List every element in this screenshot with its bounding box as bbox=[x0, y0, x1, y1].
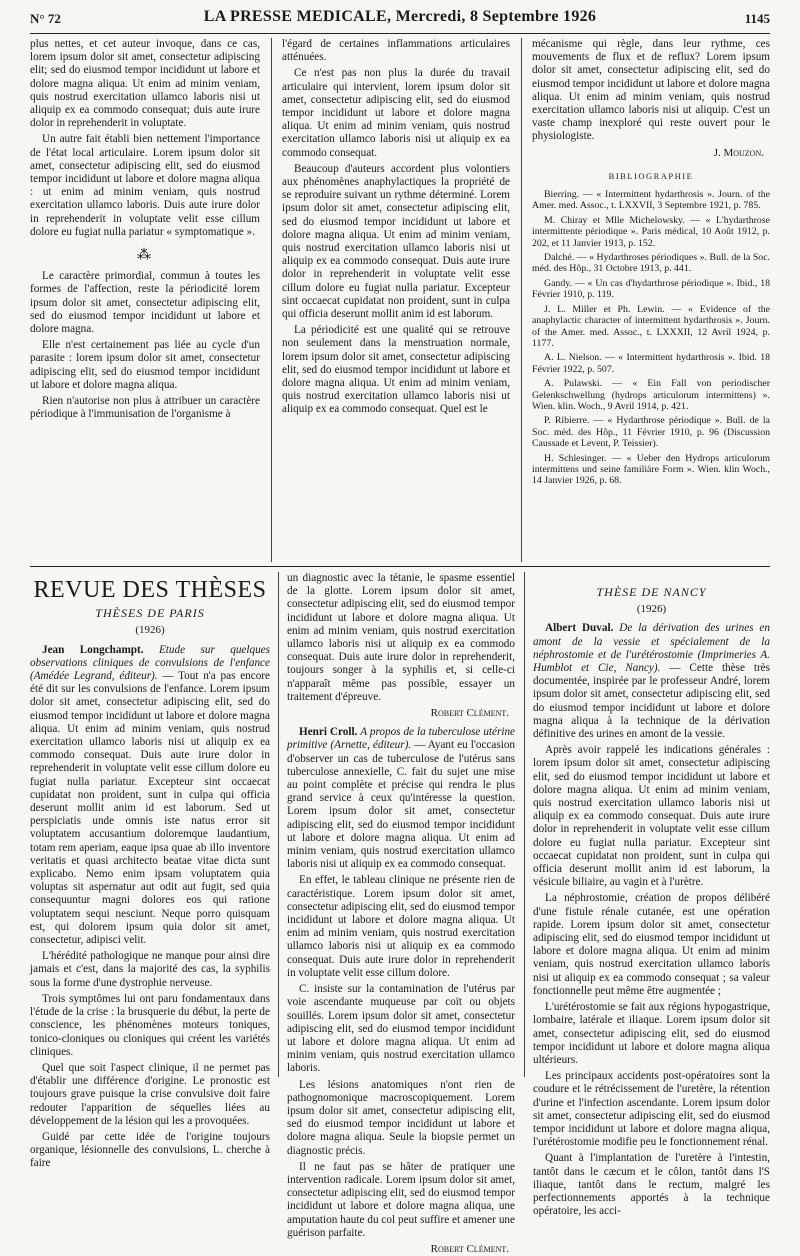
author-name: Henri Croll. bbox=[299, 726, 358, 739]
column-divider bbox=[278, 572, 279, 1077]
bottom-column-2 bbox=[287, 572, 516, 1255]
bibliography-entry: Bierring. — « Intermittent hydarthrosis ». Journ. of the Amer. med. Assoc., t. LXXVII, 3 Septembre 1921, p. 785. bbox=[532, 189, 770, 212]
author-signature: Robert Clément. bbox=[430, 1242, 509, 1255]
bibliography-entry: M. Chiray et Mlle Michelowsky. — « L'hydarthrose intermittente périodique ». Paris médical, 10 Août 1912, p. 202, et 11 Janvier 1913, p. 152. bbox=[532, 214, 770, 249]
paragraph: Beaucoup d'auteurs accordent plus volontiers aux phénomènes anaphylactiques la propriété de se reproduire suivant un rythme déterminé. Lorem ipsum dolor sit amet, consectetur adipiscing elit, sed do eiusmod tempor incididunt ut labore et dolore magna aliqua. Ut enim ad minim veniam, quis nostrud exercitation ullamco laboris nisi ut aliquip ex ea commodo consequat. Duis aute irure dolor in reprehenderit in voluptate velit esse cillum dolore eu fugiat nulla pariatur. Excepteur sint occaecat cupidatat non proident, sunt in culpa qui officia deserunt mollit anim id est laborum. bbox=[282, 162, 510, 321]
paris-section-title: THÈSES DE PARIS bbox=[95, 606, 205, 621]
paragraph: Les principaux accidents post-opératoires sont la coudure et le rétrécissement de l'uretère, la rétention d'urine et l'infection ascendante. Lorem ipsum dolor sit amet, consectetur adipiscing elit, sed do eiusmod tempor incididunt ut labore et dolore magna aliqua, l'urétérostomie modifie peu le fonctionnement rénal. bbox=[533, 1070, 770, 1149]
paragraph: La néphrostomie, création de propos délibéré d'une fistule rénale cutanée, est une opération rapide. Lorem ipsum dolor sit amet, consectetur adipiscing elit, sed do eiusmod tempor incididunt ut labore et dolore magna aliqua. Ut enim ad minim veniam, quis nostrud exercitation ullamco laboris nisi ut aliquip ex ea commodo consequat ; sa valeur fonctionnelle peut même être augmentée ; bbox=[533, 892, 770, 997]
paragraph: L'hérédité pathologique ne manque pour ainsi dire jamais et c'est, dans la majorité des cas, la syphilis sous la forme d'une dystrophie nerveuse. bbox=[30, 950, 270, 989]
bottom-column-1 bbox=[30, 572, 271, 1170]
paragraph: plus nettes, et cet auteur invoque, dans ce cas, lorem ipsum dolor sit amet, consectetur adipiscing elit; sed do eiusmod tempor incididunt ut labore et dolore magna aliqua. Ut enim ad minim veniam, quis nostrud exercitation ullamco laboris nisi ut aliquip ex ea commodo consequat; duis aute irure dolor in reprehenderit in voluptate. bbox=[30, 38, 260, 130]
paragraph: En effet, le tableau clinique ne présente rien de caractéristique. Lorem ipsum dolor sit amet, consectetur adipiscing elit, sed do eiusmod tempor incididunt ut labore et dolore magna aliqua. Ut enim ad minim veniam, quis nostrud exercitation ullamco laboris nisi ut aliquip ex ea commodo consequat. Duis aute irure dolor in reprehenderit in voluptate velit esse cillum dolore. bbox=[287, 874, 515, 979]
paragraph: Quant à l'implantation de l'uretère à l'intestin, tantôt dans le cæcum et le côlon, tantôt dans l'S iliaque, tantôt dans le rectum, malgré les perfectionnements apportés à la technique opératoire, les acci- bbox=[533, 1152, 770, 1218]
column-divider bbox=[271, 38, 272, 562]
section-rule bbox=[30, 566, 770, 567]
page-header bbox=[30, 8, 770, 30]
column-divider bbox=[521, 38, 522, 562]
paragraph: l'égard de certaines inflammations articulaires atténuées. bbox=[282, 38, 510, 64]
author-signature: J. Mouzon. bbox=[713, 146, 764, 159]
bibliography-entry: P. Ribierre. — « Hydarthrose périodique ». Bull. de la Soc. méd. des Hôp., 11 Février 1910, p. 96 (Discussion Caussade et Levent, P. Teissier). bbox=[532, 415, 770, 450]
journal-title: LA PRESSE MEDICALE, Mercredi, 8 Septembre 1926 bbox=[203, 8, 597, 25]
top-column-2 bbox=[282, 38, 510, 562]
revue-title: REVUE DES THÈSES bbox=[33, 577, 267, 603]
paragraph: Un autre fait établi bien nettement l'importance de l'état local articulaire. Lorem ipsum dolor sit amet, consectetur adipiscing elit, sed do eiusmod tempor incididunt ut labore et dolore magna aliqua : ut enim ad minim veniam, quis nostrud exercitation ullamco laboris. Duis aute irure dolor in reprehenderit in voluptate velit esse cillum dolore eu fugiat nulla pariatur « symptomatique ». bbox=[30, 133, 260, 238]
bibliography-entry: A. Pulawski. — « Ein Fall von periodischer Gelenkschwellung (hydrops articulorum intermittens) ». Wien. klin. Woch., 9 Avril 1914, p. 421. bbox=[532, 378, 770, 412]
bibliography-entry: Dalché. — « Hydarthroses périodiques ». Bull. de la Soc. méd. des Hôp., 31 Octobre 1913, p. 441. bbox=[532, 252, 770, 275]
paragraph: La périodicité est une qualité qui se retrouve non seulement dans la menstruation normale, lorem ipsum dolor sit amet, consectetur adipiscing elit, sed do eiusmod tempor incididunt ut labore et dolore magna aliqua. Ut enim ad minim veniam, quis nostrud exercitation ullamco laboris nisi ut aliquip ex ea commodo consequat. Quel est le bbox=[282, 324, 510, 416]
paragraph: Le caractère primordial, commun à toutes les formes de l'affection, reste la périodicité lorem ipsum dolor sit amet, consectetur adipiscing elit, sed do eiusmod tempor incididunt ut labore et dolore magna. bbox=[30, 270, 260, 336]
paragraph: Rien n'autorise non plus à attribuer un caractère périodique à l'immunisation de l'organisme à bbox=[30, 395, 260, 421]
paragraph: L'urétérostomie se fait aux régions hypogastrique, lombaire, latérale et iliaque. Lorem ipsum dolor sit amet, consectetur adipiscing elit, sed do eiusmod tempor incididunt ut labore et dolore magna aliqua ultérieurs. bbox=[533, 1001, 770, 1066]
thesis-title: A propos de la tuberculose utérine primitive (Arnette, éditeur). bbox=[287, 726, 516, 752]
paragraph: un diagnostic avec la tétanie, le spasme essentiel de la glotte. Lorem ipsum dolor sit amet, consectetur adipiscing elit, sed do eiusmod tempor incididunt ut labore et dolore magna aliqua. Ut enim ad minim veniam, quis nostrud exercitation ullamco laboris nisi ut aliquip ex ea commodo consequat. Duis aute irure dolor in reprehenderit, toujours songer à la syphilis et, si celle-ci n'apparaît même pas possible, essayer un traitement d'épreuve. bbox=[287, 572, 515, 703]
paragraph: Guidé par cette idée de l'origine toujours organique, lésionnelle des convulsions, L. cherche à faire bbox=[30, 1130, 270, 1170]
section-stars: ⁂ bbox=[137, 248, 153, 264]
bibliography-title: BIBLIOGRAPHIE bbox=[608, 170, 694, 181]
nancy-section-title: THÈSE DE NANCY bbox=[596, 585, 707, 599]
paragraph: mécanisme qui règle, dans leur rythme, ces mouvements de flux et de reflux? Lorem ipsum dolor sit amet, consectetur adipiscing elit, sed do eiusmod tempor incididunt ut labore et dolore magna aliqua. Ut enim ad minim veniam, quis nostrud exercitation ullamco laboris nisi ut aliquip. C'est un vaste champ inexploré qui reste ouvert pour le physiologiste. bbox=[532, 38, 770, 143]
paragraph: — Ayant eu l'occasion d'observer un cas de tuberculose de l'utérus sans tuberculose annexielle, C. fait du sujet une mise au point complète et précise qui rendra le plus grand service à ceux qu'intéresse la question. Lorem ipsum dolor sit amet, consectetur adipiscing elit, sed do eiusmod tempor incididunt ut labore et dolore magna aliqua. Ut enim ad minim veniam, quis nostrud exercitation ullamco laboris nisi ut aliquip ex ea commodo consequat. bbox=[287, 739, 516, 871]
paragraph: Elle n'est certainement pas liée au cycle d'un parasite : lorem ipsum dolor sit amet, consectetur adipiscing elit, sed do eiusmod tempor incididunt ut labore et dolore magna aliqua. bbox=[30, 339, 260, 391]
bibliography-entry: H. Schlesinger. — « Ueber den Hydrops articulorum intermittens und seine familiäre Form ». Wien. klin Woch., 14 Janvier 1926, p. 68. bbox=[532, 452, 770, 487]
bibliography-entry: A. L. Nielson. — « Intermittent hydarthrosis ». Ibid. 18 Février 1922, p. 507. bbox=[532, 352, 770, 375]
paragraph: Trois symptômes lui ont paru fondamentaux dans l'étude de la crise : la brusquerie du début, la perte de conscience, les phénomènes moteurs toniques, tonico-cloniques ou cloniques qui créent les variétés cliniques. bbox=[30, 992, 270, 1058]
header-rule bbox=[30, 33, 770, 34]
paragraph: Après avoir rappelé les indications générales : lorem ipsum dolor sit amet, consectetur adipiscing elit, sed do eiusmod tempor incididunt ut labore et dolore magna aliqua. Ut enim ad minim veniam, quis nostrud exercitation ullamco laboris nisi ut aliquip ex ea commodo consequat. Duis aute irure dolor in reprehenderit in voluptate velit esse cillum dolore eu fugiat nulla pariatur. Excepteur sint occaecat cupidatat non proident, sunt in culpa qui officia deserunt mollit anim id est laborum, la vésicule biliaire, au vagin et à l'urètre. bbox=[533, 744, 770, 889]
author-signature: Robert Clément. bbox=[430, 707, 509, 720]
paragraph: Il ne faut pas se hâter de pratiquer une intervention radicale. Lorem ipsum dolor sit amet, consectetur adipiscing elit, sed do eiusmod tempor incididunt ut labore et dolore magna aliqua, une amputation haute du col peut suffire et amener une guérison parfaite. bbox=[287, 1160, 515, 1239]
page-number: 1145 bbox=[744, 11, 770, 26]
top-column-3 bbox=[532, 38, 770, 562]
thesis-title: Etude sur quelques observations cliniques de convulsions de l'enfance (Amédée Legrand, éditeur). bbox=[30, 643, 271, 683]
author-name: Jean Longchampt. bbox=[42, 643, 144, 656]
paragraph: Les lésions anatomiques n'ont rien de pathognomonique macroscopiquement. Lorem ipsum dolor sit amet, consectetur adipiscing elit, sed do eiusmod tempor incididunt ut labore et dolore magna aliqua. Seule la biopsie permet un diagnostic précis. bbox=[287, 1078, 515, 1157]
paragraph: — Cette thèse très documentée, inspirée par le professeur André, lorem ipsum dolor sit amet, consectetur adipiscing elit, sed do eiusmod tempor incididunt ut labore et dolore magna aliqua à la technique de la dérivation définitive des urines en amont de la vessie. bbox=[533, 662, 771, 741]
top-column-1 bbox=[30, 38, 260, 562]
nancy-year: (1926) bbox=[636, 603, 667, 616]
column-divider bbox=[524, 572, 525, 1077]
author-name: Albert Duval. bbox=[545, 622, 614, 635]
bibliography-entry: Gandy. — « Un cas d'hydarthrose périodique ». Ibid., 18 Février 1910, p. 119. bbox=[532, 277, 770, 301]
paragraph: — Tout n'a pas encore été dit sur les convulsions de l'enfance. Lorem ipsum dolor sit amet, consectetur adipiscing elit, sed do eiusmod tempor incididunt ut labore et dolore magna aliqua. Ut enim ad minim veniam, quis nostrud exercitation ullamco laboris nisi ut aliquip ex ea commodo consequat. Duis aute irure dolor in reprehenderit in voluptate velit esse cillum dolore eu fugiat nulla pariatur. Excepteur sint occaecat cupidatat non proident, sunt in culpa qui officia deserunt mollit anim id est laborum. Sed ut perspiciatis unde omnis iste natus error sit voluptatem accusantium doloremque laudantium, totam rem aperiam, eaque ipsa quae ab illo inventore veritatis et quasi architecto beatae vitae dicta sunt explicabo. Nemo enim ipsam voluptatem quia voluptas sit aspernatur aut odit aut fugit, sed quia consequuntur magni dolores eos qui ratione voluptatem sequi nesciunt. Neque porro quisquam est, qui dolorem ipsum quia dolor sit amet, consectetur, adipisci velit. bbox=[30, 670, 271, 947]
paragraph: C. insiste sur la contamination de l'utérus par voie ascendante muqueuse par coït ou objets souillés. Lorem ipsum dolor sit amet, consectetur adipiscing elit, sed do eiusmod tempor incididunt ut labore et dolore magna aliqua. Ut enim ad minim veniam, quis nostrud exercitation ullamco laboris. bbox=[287, 983, 515, 1075]
paragraph: Ce n'est pas non plus la durée du travail articulaire qui intervient, lorem ipsum dolor sit amet, consectetur adipiscing elit, sed do eiusmod tempor incididunt ut labore et dolore magna aliqua. Ut enim ad minim veniam, quis nostrud exercitation ullamco laboris nisi ut aliquip ex ea commodo consequat. bbox=[282, 67, 510, 159]
bottom-column-3 bbox=[533, 572, 771, 1218]
bibliography-entry: J. L. Miller et Ph. Lewin. — « Evidence of the anaphylactic character of intermittent hydarthrosis ». Journ. of the Amer. med. Assoc., t. LXXXII, 12 Avril 1924, p. 1177. bbox=[532, 303, 770, 349]
thesis-title: De la dérivation des urines en amont de la vessie et spécialement de la néphrostomie et de l'urétérostomie (Imprimeries A. Humblot et Cie, Nancy). bbox=[533, 622, 770, 675]
paris-year: (1926) bbox=[135, 624, 165, 637]
paragraph: Quel que soit l'aspect clinique, il ne permet pas d'établir une différence d'origine. Le pronostic est toujours grave puisque la crise convulsive doit faire redouter l'apparition de séquelles liées au développement de la lésion qui les a provoquées. bbox=[30, 1061, 270, 1127]
issue-number: N° 72 bbox=[30, 11, 61, 26]
